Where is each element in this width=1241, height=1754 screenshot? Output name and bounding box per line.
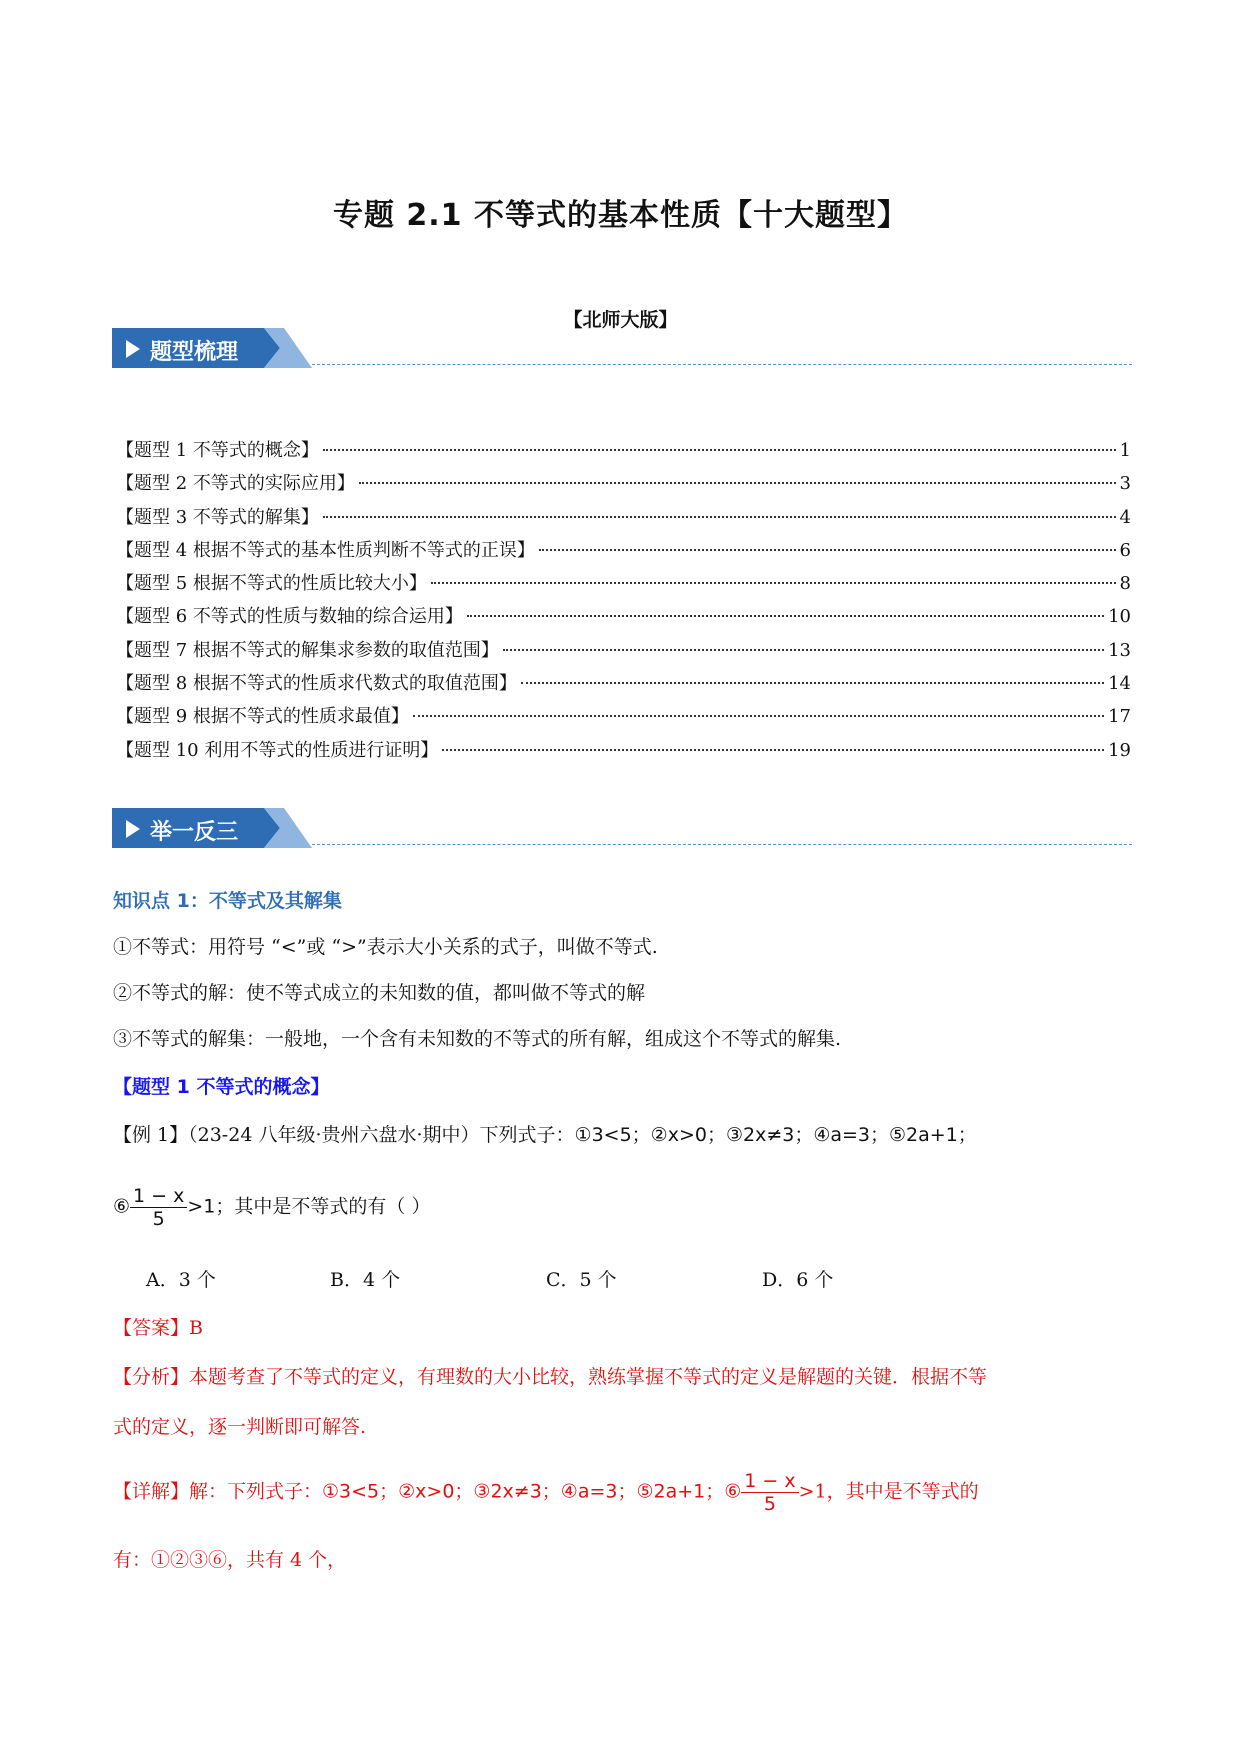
toc-item[interactable]: 【题型 4 根据不等式的基本性质判断不等式的正误】 6 <box>116 539 1131 561</box>
toc-item[interactable]: 【题型 7 根据不等式的解集求参数的取值范围】 13 <box>116 639 1131 661</box>
toc-item[interactable]: 【题型 5 根据不等式的性质比较大小】 8 <box>116 573 1131 595</box>
section-label: 题型梳理 <box>150 340 239 365</box>
example-stem-continued: ⑥ $\frac{1 - x}{5}$ >1；其中是不等式的有（ ） <box>113 1185 431 1230</box>
option-b[interactable]: B．4 个 <box>330 1269 401 1291</box>
edition-label: 【北师大版】 <box>563 309 678 331</box>
option-c[interactable]: C．5 个 <box>546 1269 617 1291</box>
dashed-divider <box>312 364 1132 365</box>
section-banner-toc <box>112 328 1132 372</box>
option-a[interactable]: A．3 个 <box>146 1269 216 1291</box>
toc-item[interactable]: 【题型 8 根据不等式的性质求代数式的取值范围】 14 <box>116 673 1131 695</box>
toc-item[interactable]: 【题型 6 不等式的性质与数轴的综合运用】 10 <box>116 606 1131 628</box>
page-title: 专题 2.1 不等式的基本性质【十大题型】 <box>332 198 909 233</box>
detail-line: 【详解】解：下列式子：①3<5；②x>0；③2x≠3；④a=3；⑤2a+1；⑥ $\frac{1 - x}{5}$ >1，其中是不等式的 <box>113 1470 979 1515</box>
toc-item[interactable]: 【题型 10 利用不等式的性质进行证明】 19 <box>116 739 1131 761</box>
toc-item[interactable]: 【题型 9 根据不等式的性质求最值】 17 <box>116 706 1131 728</box>
toc-item[interactable]: 【题型 2 不等式的实际应用】 3 <box>116 473 1131 495</box>
detail-line: 有：①②③⑥，共有 4 个， <box>113 1549 347 1571</box>
fraction: $\frac{1 - x}{5}$ <box>130 1185 187 1230</box>
section-label: 举一反三 <box>150 820 239 845</box>
knowledge-point-heading: 知识点 1：不等式及其解集 <box>113 890 342 912</box>
toc-item[interactable]: 【题型 1 不等式的概念】 1 <box>116 440 1131 461</box>
knowledge-line: ②不等式的解：使不等式成立的未知数的值，都叫做不等式的解 <box>113 982 646 1004</box>
knowledge-line: ③不等式的解集：一般地，一个含有未知数的不等式的所有解，组成这个不等式的解集. <box>113 1028 842 1050</box>
knowledge-line: ①不等式：用符号 “<”或 “>”表示大小关系的式子，叫做不等式. <box>113 936 658 958</box>
option-d[interactable]: D．6 个 <box>762 1269 834 1291</box>
section-banner-examples <box>112 808 1132 852</box>
dashed-divider <box>312 844 1132 845</box>
question-type-heading: 【题型 1 不等式的概念】 <box>113 1076 330 1098</box>
play-icon <box>126 340 140 358</box>
play-icon <box>126 820 140 838</box>
table-of-contents <box>116 436 1131 769</box>
fraction: $\frac{1 - x}{5}$ <box>741 1470 798 1515</box>
example-stem: 【例 1】（23-24 八年级·贵州六盘水·期中）下列式子：①3<5；②x>0；③2x≠3；④a=3；⑤2a+1； <box>113 1124 977 1146</box>
answer-line: 【答案】B <box>113 1317 203 1339</box>
toc-item[interactable]: 【题型 3 不等式的解集】 4 <box>116 506 1131 528</box>
analysis-line: 式的定义，逐一判断即可解答. <box>113 1416 367 1438</box>
analysis-line: 【分析】本题考查了不等式的定义，有理数的大小比较，熟练掌握不等式的定义是解题的关键．根据不等 <box>113 1366 988 1388</box>
